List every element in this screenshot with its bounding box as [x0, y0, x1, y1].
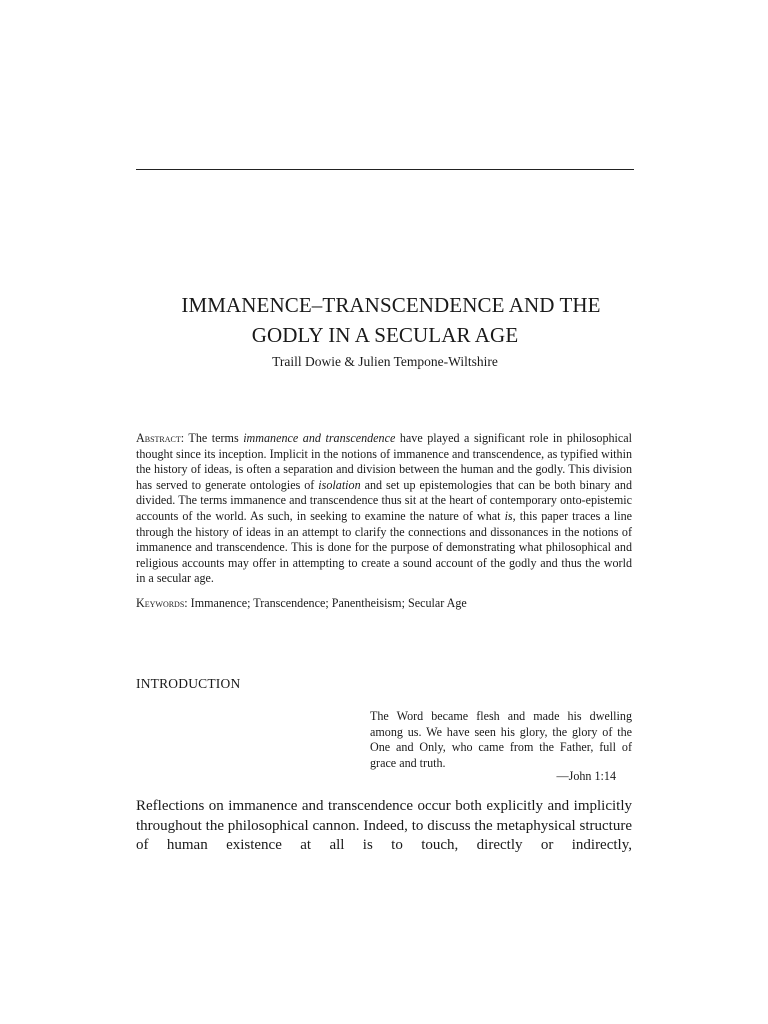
section-heading: INTRODUCTION: [136, 676, 241, 691]
paper-title: [136, 290, 634, 350]
abstract-emphasis: immanence and transcendence: [243, 431, 396, 445]
epigraph-quote: The Word became flesh and made his dwelling among us. We have seen his glory, the glory of the One and Only, who came from the Father, full of grace and truth.: [370, 709, 632, 770]
abstract-text: and set up epistemologies that can be both binary and divided. The terms immanence and transcendence thus sit at the heart of contemporary onto-epistemic accounts of the world. As such, in seeking to examine the nature of what: [136, 477, 632, 523]
abstract-emphasis: is,: [504, 508, 516, 523]
title-line-1: IMMANENCE–TRANSCENDENCE AND THE: [181, 293, 601, 317]
abstract-emphasis: isolation: [318, 477, 361, 492]
abstract: [136, 431, 632, 587]
epigraph-attribution: —John 1:14: [556, 769, 616, 783]
abstract-text: this paper traces a line through the history of ideas in an attempt to clarify the connections and dissonances in the notions of immanence and transcendence. This is done for the purpose of demonstrating what philosophical and religious accounts may offer in attempting to create a sound account of the godly and thus the world in a secular age.: [136, 508, 633, 586]
header-rule: [136, 169, 634, 170]
abstract-text: have played a significant role in philosophical thought since its inception. Implicit in the notions of immanence and transcendence, as typified within the history of ideas, is often a separation and division between the human and the godly. This division has served to generate ontologies of: [136, 431, 632, 492]
body-paragraph: Reflections on immanence and transcendence occur both explicitly and implicitly throughout the philosophical cannon. Indeed, to discuss the metaphysical structure of human existence at all is to touch, directly or indirectly,: [136, 798, 632, 853]
authors: Traill Dowie & Julien Tempone-Wiltshire: [272, 354, 498, 369]
abstract-label: Abstract:: [136, 431, 185, 445]
title-line-2: GODLY IN A SECULAR AGE: [251, 323, 519, 347]
keywords-label: Keywords:: [136, 596, 188, 610]
keywords: [136, 596, 632, 612]
abstract-text: The terms: [184, 431, 244, 445]
keywords-text: Immanence; Transcendence; Panentheisism; Secular Age: [187, 596, 467, 610]
